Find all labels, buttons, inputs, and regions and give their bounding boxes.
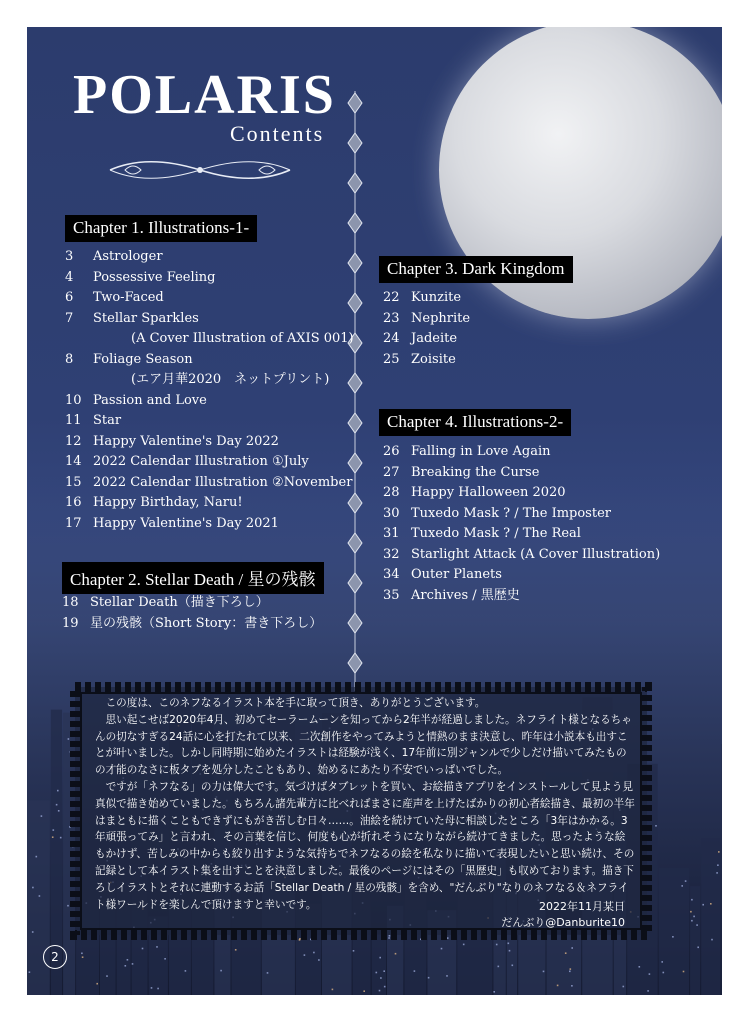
toc-entry-title: Happy Valentine's Day 2022 (93, 433, 279, 449)
toc-page-number: 6 (65, 290, 74, 305)
chapter-2-heading: Chapter 2. Stellar Death / 星の残骸 (62, 562, 324, 594)
chapter-4-heading: Chapter 4. Illustrations-2- (379, 409, 571, 436)
toc-page-number: 7 (65, 310, 74, 326)
toc-entry (65, 411, 354, 432)
divider-diamond-icon (348, 133, 362, 153)
toc-page-number: 14 (65, 454, 82, 469)
toc-page-number: 15 (65, 474, 82, 490)
toc-page-number: 10 (65, 392, 82, 408)
toc-entry (65, 473, 354, 494)
toc-entry-title: Astrologer (93, 249, 163, 264)
toc-entry (383, 329, 470, 350)
toc-entry (65, 268, 354, 289)
toc-entry (383, 545, 660, 566)
toc-page-number: 23 (383, 310, 400, 326)
afterword-signature-block (501, 899, 625, 931)
toc-page-number: 4 (65, 269, 74, 285)
toc-entry-title: Tuxedo Mask ? / The Real (411, 526, 581, 541)
contents-heading: Contents (230, 121, 325, 146)
toc-entry (65, 309, 354, 330)
toc-entry-title: Breaking the Curse (411, 464, 540, 480)
toc-page-number: 16 (65, 495, 82, 510)
toc-page-number: 34 (383, 567, 400, 582)
toc-page-number: 27 (383, 464, 400, 480)
toc-entry (65, 329, 354, 350)
toc-entry (383, 483, 660, 504)
toc-entry (65, 350, 354, 371)
toc-entry (65, 493, 354, 514)
afterword-paragraph-1: この度は、このネフなるイラスト本を手に取って頂き、ありがとうございます。 (105, 697, 486, 709)
toc-entry-title: Nephrite (411, 310, 471, 326)
toc-page-number: 35 (383, 587, 400, 603)
toc-entry (383, 586, 660, 607)
toc-entry (383, 350, 470, 371)
toc-page-number: 18 (62, 595, 79, 610)
book-title: POLARIS (73, 64, 336, 126)
toc-page-number: 17 (65, 515, 82, 531)
toc-page-number: 30 (383, 505, 400, 521)
toc-entry (383, 309, 470, 330)
toc-entry (65, 370, 354, 391)
toc-entry (383, 442, 660, 463)
toc-entry (383, 463, 660, 484)
divider-diamond-icon (348, 173, 362, 193)
toc-entry-title: 2022 Calendar Illustration ②November (93, 474, 353, 490)
toc-page-number: 24 (383, 331, 400, 346)
ornament-flourish-icon (105, 157, 295, 183)
toc-page-number: 8 (65, 351, 74, 367)
toc-entry-title: Happy Halloween 2020 (411, 485, 566, 500)
toc-entry (62, 593, 322, 614)
chapter-3-heading: Chapter 3. Dark Kingdom (379, 256, 573, 283)
toc-page-number: 12 (65, 433, 82, 449)
chapter-1-list (65, 247, 354, 534)
toc-entry (65, 247, 354, 268)
chapter-1-heading: Chapter 1. Illustrations-1- (65, 215, 257, 242)
toc-entry-title: Foliage Season (93, 351, 193, 367)
chapter-4-list (383, 442, 660, 606)
toc-entry-title: 星の残骸（Short Story：書き下ろし） (90, 615, 323, 631)
toc-entry (383, 288, 470, 309)
toc-entry-title: 2022 Calendar Illustration ①July (93, 454, 309, 469)
page (27, 27, 722, 995)
toc-entry (65, 432, 354, 453)
afterword-box (67, 679, 655, 943)
divider-diamond-icon (348, 93, 362, 113)
toc-page-number: 22 (383, 290, 400, 305)
toc-entry-title: (A Cover Illustration of AXIS 001) (131, 331, 354, 346)
author-signature: だんぶり@Danburite10 (501, 916, 625, 929)
toc-entry (383, 524, 660, 545)
toc-page-number: 19 (62, 615, 79, 631)
toc-page-number: 3 (65, 249, 74, 264)
toc-page-number: 25 (383, 351, 400, 367)
toc-entry-title: Stellar Sparkles (93, 310, 199, 326)
toc-entry (62, 614, 322, 635)
toc-entry-title: Jadeite (411, 331, 458, 346)
divider-diamond-icon (348, 573, 362, 593)
afterword-paragraph-3: ですが「ネフなる」の力は偉大です。気づけばタブレットを買い、お絵描きアプリをインストールして見よう見真似で描き始めていました。もちろん諸先輩方に比べればまさに産声を上げたばかりの初心者絵描き、最初の半年はまともに描くこともできずにもがき苦しむ日々……。油絵を続けていた母に相談したところ「3年はかかる。3年頑張ってみ」と言われ、その言葉を信じ、何度も心が折れそうになりながら続けてきました。思ったような絵もかけず、苦しみの中からも絞り出すような気持ちでネフなるの絵を私なりに描いて表現したいと思い続け、その記録として本イラスト集を出すことを決意しました。最後のページにはその「黒歴史」も収めております。描き下ろしイラストとそれに連動するお話「Stellar Death / 星の残骸」を含め、"だんぶり"なりのネフなる＆ネフライト様ワールドを楽しんで頂けますと幸いです。 (95, 780, 635, 911)
divider-diamond-icon (348, 653, 362, 673)
divider-diamond-icon (348, 533, 362, 553)
toc-entry-title: Zoisite (411, 351, 456, 367)
toc-entry-title: Two-Faced (93, 290, 164, 305)
toc-entry-title: Possessive Feeling (93, 269, 216, 285)
toc-entry-title: Outer Planets (411, 567, 502, 582)
chapter-2-list (62, 593, 322, 634)
toc-page-number: 28 (383, 485, 400, 500)
toc-entry-title: (エア月華2020 ネットプリント) (131, 372, 330, 387)
toc-page-number: 31 (383, 526, 400, 541)
afterword-text (95, 695, 635, 913)
toc-page-number: 32 (383, 546, 400, 562)
toc-page-number: 26 (383, 444, 400, 459)
toc-entry-title: Star (93, 413, 122, 428)
divider-diamond-icon (348, 213, 362, 233)
toc-entry (65, 452, 354, 473)
afterword-date: 2022年11月某日 (539, 900, 625, 913)
toc-entry-title: Happy Valentine's Day 2021 (93, 515, 279, 531)
toc-entry-title: Passion and Love (93, 392, 207, 408)
toc-entry (383, 565, 660, 586)
toc-entry (383, 504, 660, 525)
toc-entry-title: Archives / 黒歴史 (411, 587, 520, 603)
divider-diamond-icon (348, 613, 362, 633)
afterword-paragraph-2: 思い起こせば2020年4月、初めてセーラームーンを知ってから2年半が経過しました。ネフライト様となるちゃんの切なすぎる24話に心を打たれて以来、二次創作をやってみようと情熱のまま決意し、昨年は小説本も出すことが叶いました。しかし同時期に始めたイラストは経験が浅く、17年前に別ジャンルで少しだけ描いてみたものの才能のなさに板タブを処分したこともあり、始めるにあたり不安でいっぱいでした。 (95, 713, 632, 777)
toc-entry (65, 288, 354, 309)
page-number: 2 (43, 945, 67, 969)
toc-entry (65, 391, 354, 412)
toc-entry-title: Falling in Love Again (411, 444, 551, 459)
toc-entry (65, 514, 354, 535)
toc-page-number: 11 (65, 413, 82, 428)
toc-entry-title: Stellar Death（描き下ろし） (90, 595, 269, 610)
toc-entry-title: Happy Birthday, Naru! (93, 495, 243, 510)
chapter-3-list (383, 288, 470, 370)
toc-entry-title: Tuxedo Mask ? / The Imposter (411, 505, 611, 521)
toc-entry-title: Kunzite (411, 290, 462, 305)
toc-entry-title: Starlight Attack (A Cover Illustration) (411, 546, 661, 562)
